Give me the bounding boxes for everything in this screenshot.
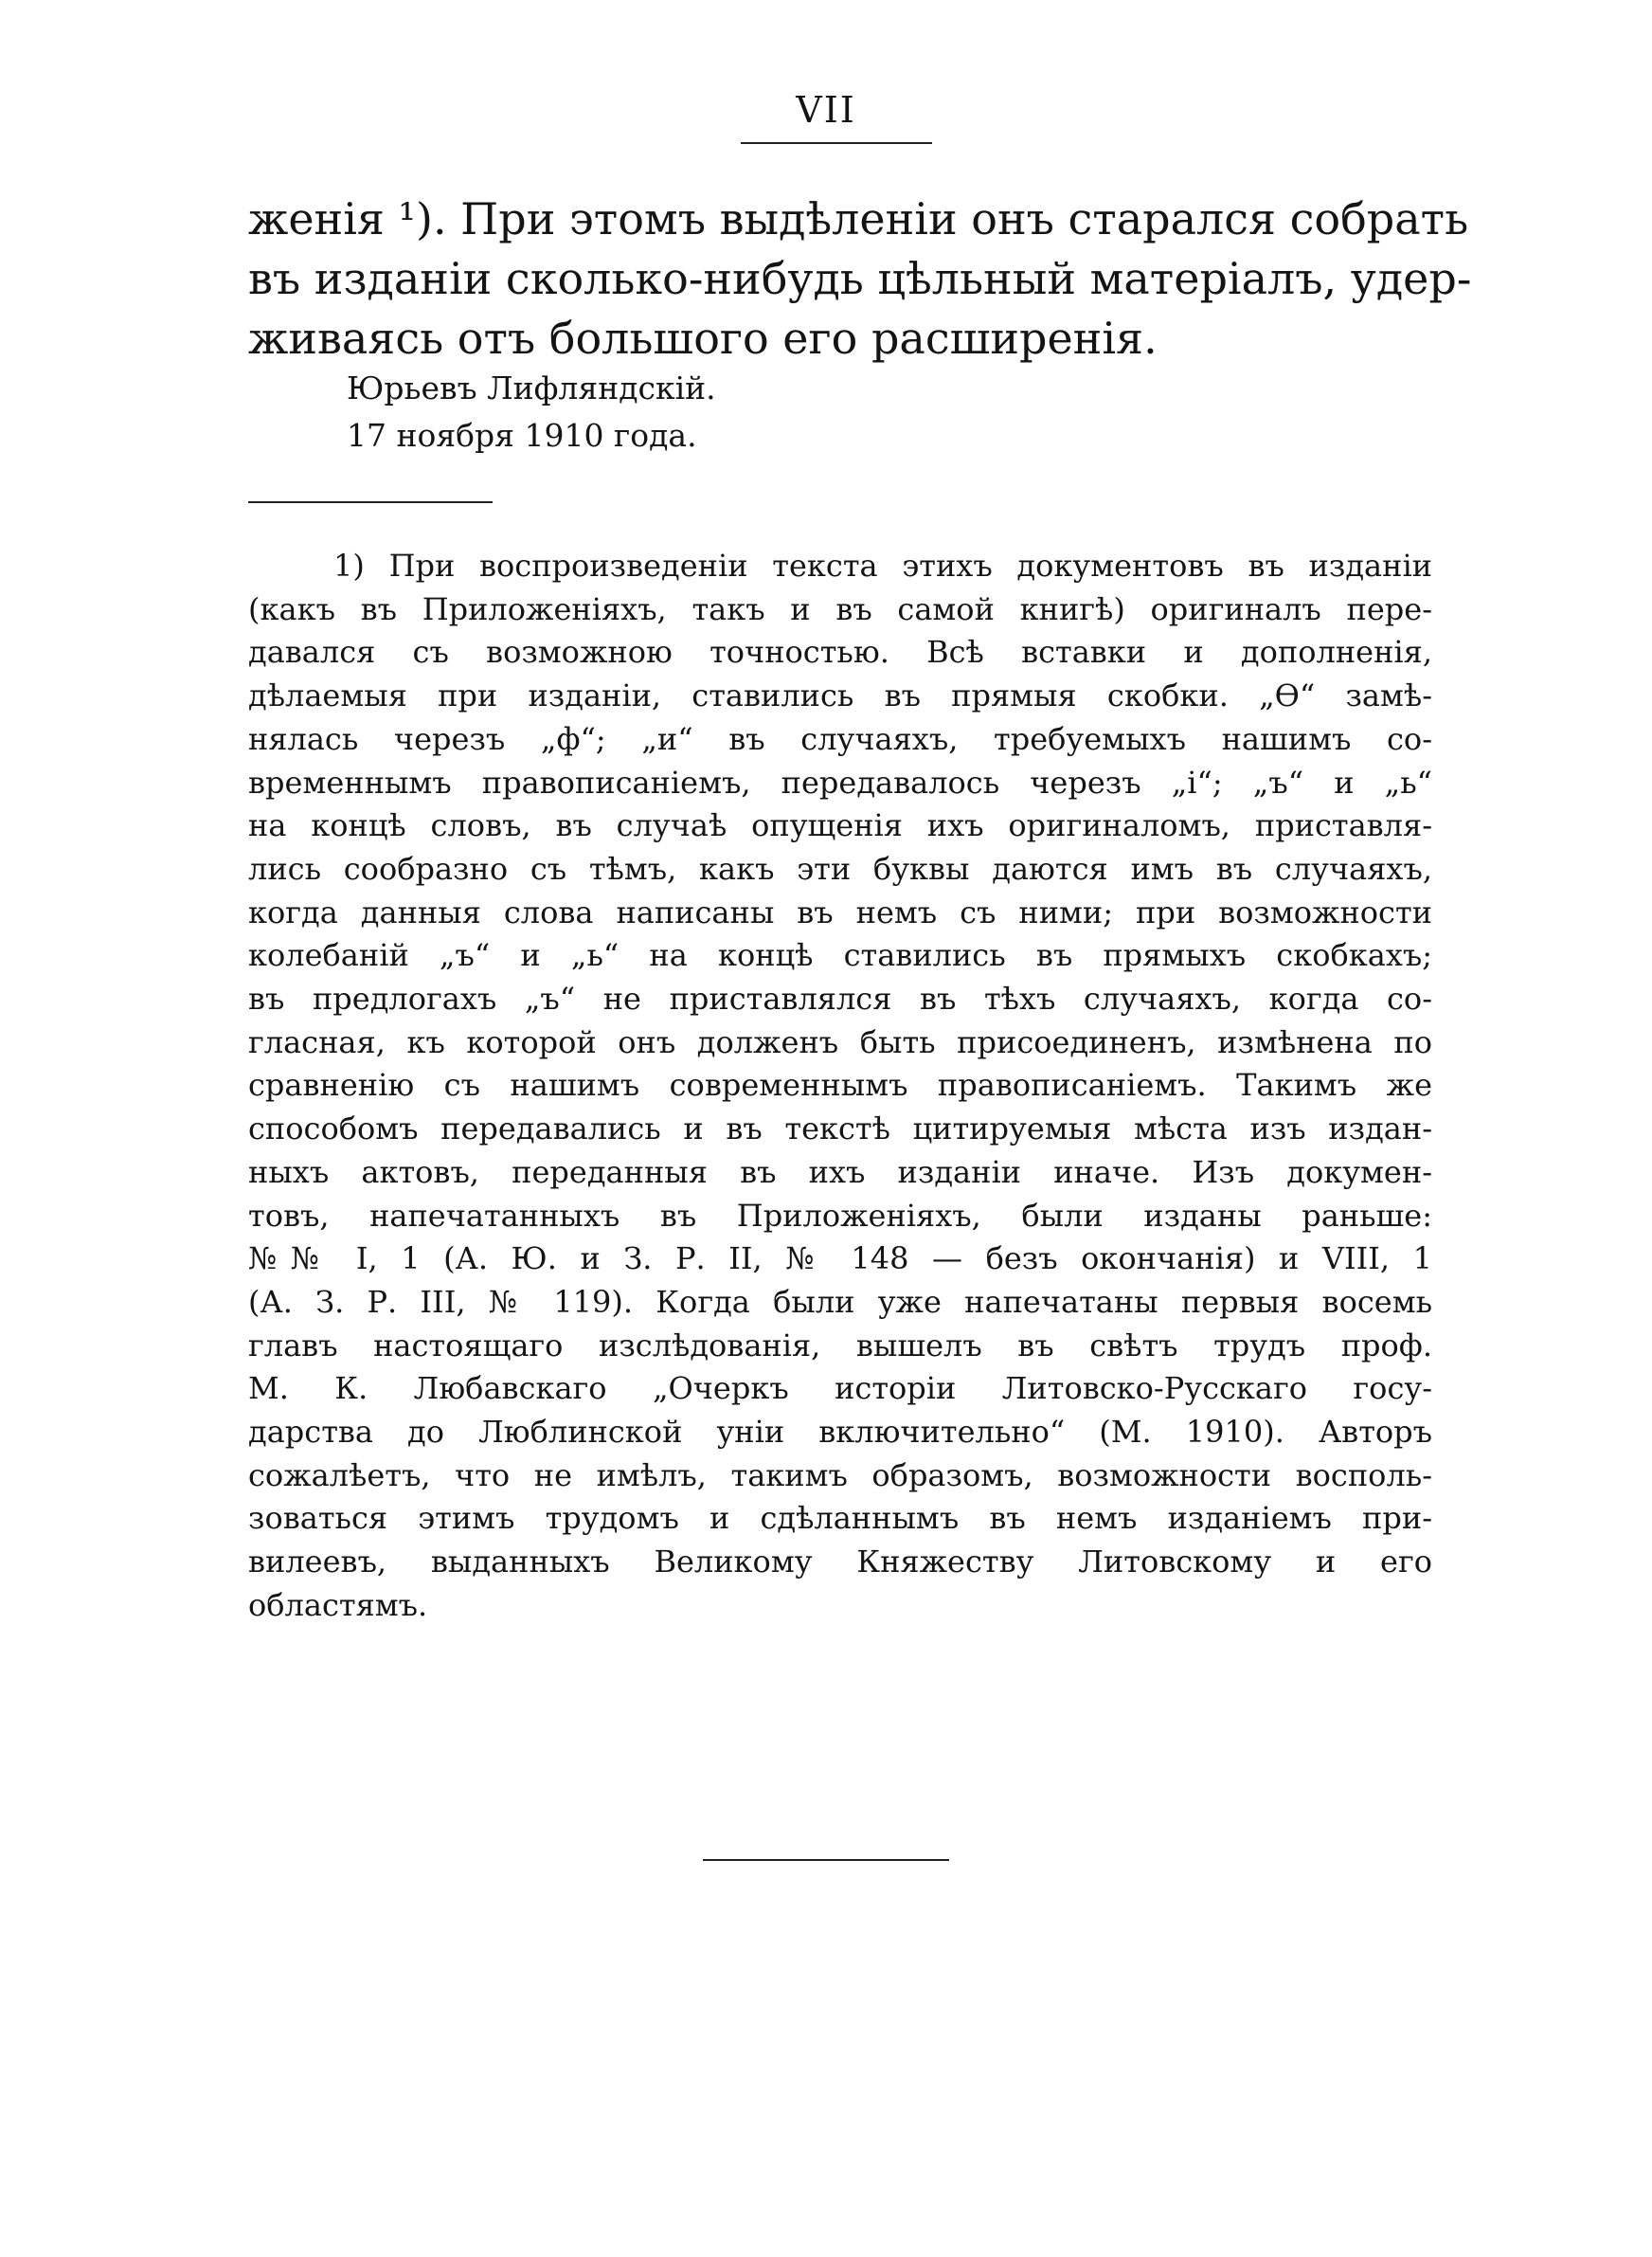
footnote-line: (какъ въ Приложеніяхъ, такъ и въ самой книгѣ) оригиналъ пере-: [248, 590, 1432, 627]
signature-date: 17 ноября 1910 года.: [347, 417, 697, 454]
footnote-line: зоваться этимъ трудомъ и сдѣланнымъ въ немъ изданіемъ при-: [248, 1500, 1432, 1537]
main-text-line: въ изданіи сколько-нибудь цѣльный матеріалъ, удер-: [248, 253, 1472, 304]
footnote-line: гласная, къ которой онъ долженъ быть присоединенъ, измѣнена по: [248, 1023, 1432, 1060]
footnote-line: (А. З. Р. III, № 119). Когда были уже напечатаны первыя восемь: [248, 1283, 1432, 1320]
footnote-line: когда данныя слова написаны въ немъ съ ними; при возможности: [248, 894, 1432, 930]
page-number: VII: [796, 89, 856, 131]
signature: [347, 365, 716, 460]
footnote-line: дѣлаемыя при изданіи, ставились въ прямыя скобки. „Ѳ“ замѣ-: [248, 677, 1432, 714]
footnote-line: въ предлогахъ „ъ“ не приставлялся въ тѣхъ случаяхъ, когда со-: [248, 981, 1432, 1018]
footnote-line: вилеевъ, выданныхъ Великому Княжеству Литовскому и его: [248, 1544, 1432, 1580]
main-text-line: женія ¹). При этомъ выдѣленіи онъ старался собрать: [248, 193, 1469, 244]
main-text: [248, 190, 1472, 369]
footnote-line: областямъ.: [248, 1586, 428, 1623]
footnote-line: сожалѣетъ, что не имѣлъ, такимъ образомъ, возможности восполь-: [248, 1456, 1432, 1493]
footnote-rule: [248, 501, 493, 503]
footnote: [248, 545, 1432, 1628]
footnote-line: главъ настоящаго изслѣдованія, вышелъ въ свѣтъ трудъ проф.: [248, 1327, 1432, 1363]
footnote-line: ныхъ актовъ, переданныя въ ихъ изданіи иначе. Изъ докумен-: [248, 1153, 1432, 1190]
footnote-line: сравненію съ нашимъ современнымъ правописаніемъ. Такимъ же: [248, 1067, 1432, 1104]
page-number-rule: [741, 142, 932, 144]
footnote-line: давался съ возможною точностью. Всѣ вставки и дополненія,: [248, 634, 1432, 671]
footnote-line: товъ, напечатанныхъ въ Приложеніяхъ, были изданы раньше:: [248, 1197, 1432, 1234]
footnote-line: №№ I, 1 (А. Ю. и З. Р. II, № 148 — безъ окончанія) и VIII, 1: [248, 1240, 1432, 1277]
footnote-line: временнымъ правописаніемъ, передавалось черезъ „і“; „ъ“ и „ь“: [248, 764, 1432, 801]
end-rule: [703, 1859, 949, 1861]
signature-place: Юрьевъ Лифляндскій.: [347, 370, 716, 406]
footnote-line: способомъ передавались и въ текстѣ цитируемыя мѣста изъ издан-: [248, 1110, 1432, 1147]
footnote-line: М. К. Любавскаго „Очеркъ исторіи Литовско-Русскаго госу-: [248, 1370, 1432, 1407]
footnote-line: на концѣ словъ, въ случаѣ опущенія ихъ оригиналомъ, приставля-: [248, 807, 1432, 844]
footnote-line: 1) При воспроизведеніи текста этихъ документовъ въ изданіи: [333, 548, 1432, 584]
footnote-line: лись сообразно съ тѣмъ, какъ эти буквы даются имъ въ случаяхъ,: [248, 850, 1432, 887]
main-text-line: живаясь отъ большого его расширенія.: [248, 313, 1158, 364]
footnote-line: дарства до Люблинской уніи включительно“ (М. 1910). Авторъ: [248, 1414, 1432, 1451]
footnote-line: нялась черезъ „ф“; „и“ въ случаяхъ, требуемыхъ нашимъ со-: [248, 720, 1432, 757]
footnote-line: колебаній „ъ“ и „ь“ на концѣ ставились въ прямыхъ скобкахъ;: [248, 937, 1432, 974]
